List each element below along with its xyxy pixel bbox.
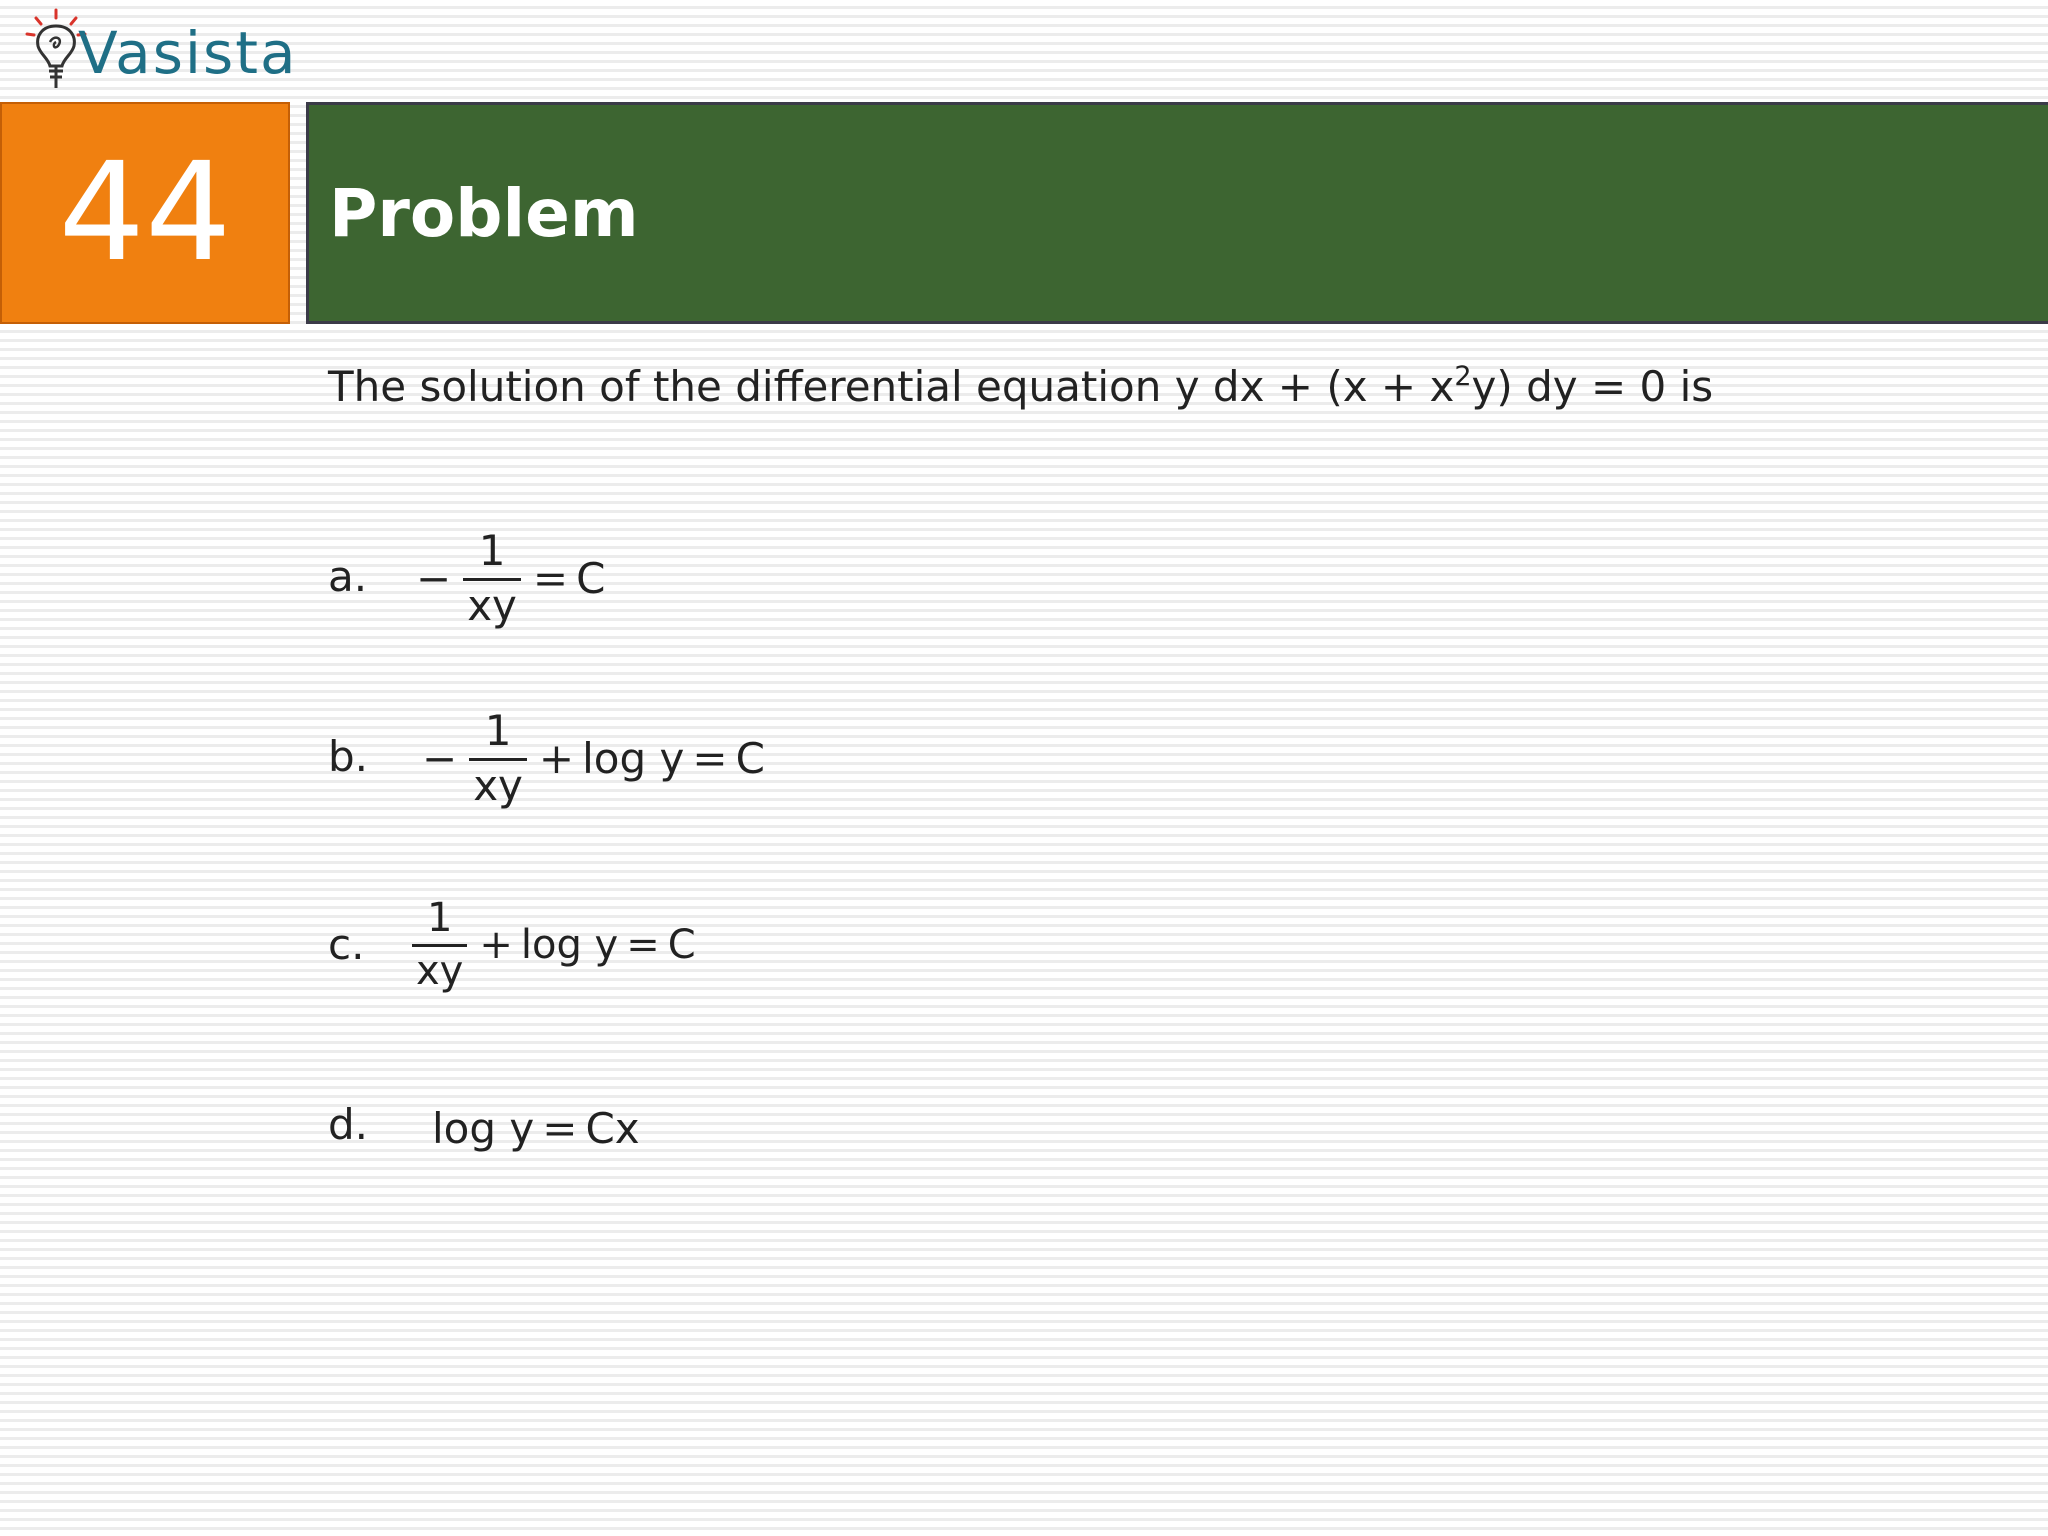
fraction-numerator: 1	[426, 895, 453, 941]
option-a-label: a.	[328, 552, 368, 601]
constant-c: C	[576, 553, 606, 603]
fraction-denominator: xy	[463, 578, 521, 627]
option-d-formula	[432, 1104, 640, 1153]
option-c-formula	[408, 895, 696, 994]
option-a-formula	[408, 526, 606, 630]
plus-sign: +	[479, 921, 513, 968]
question-text-before: The solution of the differential equation y dx + (x + x	[328, 362, 1455, 411]
constant-c: C	[735, 733, 765, 783]
fraction	[463, 526, 521, 630]
constant-c: C	[667, 921, 696, 968]
vasista-logo	[22, 4, 298, 96]
equals-sign: =	[626, 921, 660, 968]
fraction-numerator: 1	[478, 526, 506, 575]
log-term: log y	[520, 921, 619, 968]
minus-sign: −	[416, 553, 452, 603]
constant-cx: Cx	[585, 1104, 640, 1153]
equals-sign: =	[532, 553, 569, 603]
option-b-formula	[414, 706, 765, 810]
question-text	[328, 362, 1713, 412]
minus-sign: −	[422, 733, 458, 783]
equals-sign: =	[692, 733, 728, 783]
fraction-denominator: xy	[412, 944, 467, 991]
option-c-label: c.	[328, 920, 365, 969]
fraction	[412, 895, 467, 994]
exponent-2: 2	[1454, 361, 1472, 392]
logo-wordmark: Vasista	[78, 19, 298, 87]
log-term: log y	[582, 733, 685, 783]
problem-number-box	[0, 102, 290, 324]
plus-sign: +	[538, 733, 575, 783]
fraction-denominator: xy	[469, 758, 527, 807]
problem-number: 44	[58, 134, 232, 292]
equals-sign: =	[542, 1104, 578, 1153]
log-term: log y	[432, 1104, 535, 1153]
option-b-label: b.	[328, 732, 369, 781]
fraction-numerator: 1	[484, 706, 512, 755]
option-d-label: d.	[328, 1100, 369, 1149]
slide-title: Problem	[329, 175, 639, 252]
question-text-after: y) dy = 0 is	[1471, 362, 1714, 411]
title-bar	[306, 102, 2048, 324]
fraction	[469, 706, 527, 810]
